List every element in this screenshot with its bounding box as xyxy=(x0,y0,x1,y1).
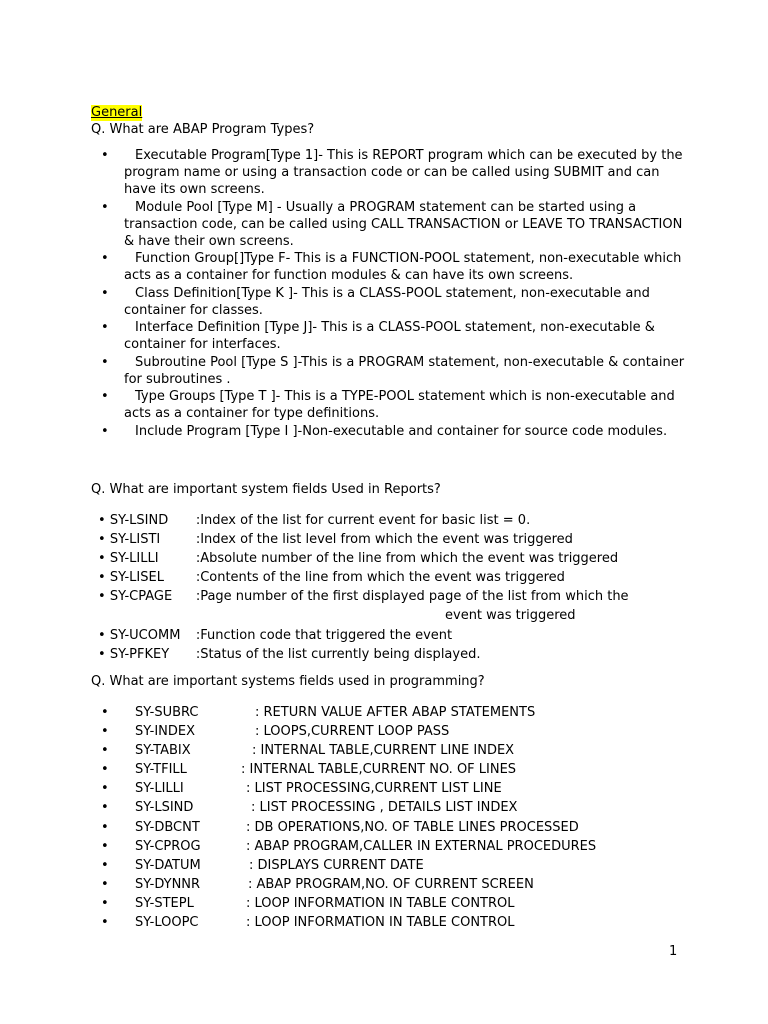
bullet-icon: • xyxy=(98,513,110,528)
programming-fields-list xyxy=(91,703,691,932)
list-item: • SY-CPROG : ABAP PROGRAM,CALLER IN EXTERNAL PROCEDURES xyxy=(91,837,691,856)
bullet-icon: • xyxy=(98,589,110,605)
list-item: • SY-DYNNR : ABAP PROGRAM,NO. OF CURRENT SCREEN xyxy=(91,875,691,894)
list-item: • SY-STEPL : LOOP INFORMATION IN TABLE CONTROL xyxy=(91,894,691,913)
bullet-icon: • xyxy=(101,743,109,759)
bullet-icon: • xyxy=(101,857,109,873)
bullet-icon: • xyxy=(101,838,109,854)
list-item: • Class Definition[Type K ]- This is a CLASS-POOL statement, non-executable and container for classes. xyxy=(101,285,650,318)
page-number: 1 xyxy=(669,944,678,959)
bullet-icon: • xyxy=(98,646,110,662)
bullet-icon: • xyxy=(101,915,109,931)
bullet-icon: • xyxy=(101,895,109,911)
list-item: • SY-TABIX : INTERNAL TABLE,CURRENT LINE INDEX xyxy=(91,741,691,760)
list-item: • Subroutine Pool [Type S ]-This is a PROGRAM statement, non-executable & container for subroutines . xyxy=(101,354,685,387)
bullet-icon: • xyxy=(101,781,109,797)
list-item: • Interface Definition [Type J]- This is a CLASS-POOL statement, non-executable & container for interfaces. xyxy=(101,320,655,352)
bullet-icon: • xyxy=(98,551,110,567)
bullet-icon: • xyxy=(101,876,109,892)
question-programming-fields: Q. What are important systems fields used in programming? xyxy=(91,674,485,689)
list-item: • Type Groups [Type T ]- This is a TYPE-POOL statement which is non-executable and acts as a container for type definitions. xyxy=(101,389,675,421)
bullet-icon: • xyxy=(98,570,110,586)
list-item: • SY-DATUM : DISPLAYS CURRENT DATE xyxy=(91,856,691,875)
report-fields-list xyxy=(98,511,698,664)
list-item: • SY-TFILL : INTERNAL TABLE,CURRENT NO. OF LINES xyxy=(91,760,691,779)
bullet-icon: • xyxy=(98,532,110,548)
bullet-icon: • xyxy=(101,705,109,720)
bullet-icon: • xyxy=(101,148,109,163)
bullet-icon: • xyxy=(101,199,109,215)
bullet-icon: • xyxy=(101,800,109,816)
bullet-icon: • xyxy=(101,762,109,778)
list-item: • Module Pool [Type M] - Usually a PROGRAM statement can be started using a transaction code, can be called using CALL TRANSACTION or LEAVE TO TRANSACTION & have their own screens. xyxy=(101,199,683,249)
list-item: • SY-LISTI :Index of the list level from which the event was triggered xyxy=(98,532,573,548)
list-item: • SY-CPAGE :Page number of the first displayed page of the list from which the event was triggered xyxy=(98,589,629,624)
list-item: • Include Program [Type I ]-Non-executable and container for source code modules. xyxy=(101,423,668,439)
list-item: • SY-INDEX : LOOPS,CURRENT LOOP PASS xyxy=(91,722,691,741)
question-program-types: Q. What are ABAP Program Types? xyxy=(91,122,315,137)
list-item: • SY-LSIND : LIST PROCESSING , DETAILS LIST INDEX xyxy=(91,798,691,817)
bullet-icon: • xyxy=(98,627,110,643)
list-item: • SY-LSIND :Index of the list for current event for basic list = 0. xyxy=(98,513,531,528)
list-item: • SY-LILLI :Absolute number of the line from which the event was triggered xyxy=(98,551,619,567)
section-heading: General xyxy=(91,105,143,120)
list-item: • SY-LILLI : LIST PROCESSING,CURRENT LIST LINE xyxy=(91,779,691,798)
bullet-icon: • xyxy=(101,285,109,301)
bullet-icon: • xyxy=(101,354,109,370)
list-item: • SY-PFKEY :Status of the list currently being displayed. xyxy=(98,646,481,662)
bullet-icon: • xyxy=(101,251,109,266)
list-item: • SY-LISEL :Contents of the line from which the event was triggered xyxy=(98,570,565,586)
list-item: • SY-LOOPC : LOOP INFORMATION IN TABLE CONTROL xyxy=(91,913,691,932)
list-item: • SY-SUBRC : RETURN VALUE AFTER ABAP STATEMENTS xyxy=(91,703,691,722)
bullet-icon: • xyxy=(101,389,109,404)
list-item: • SY-UCOMM :Function code that triggered the event xyxy=(98,627,453,643)
bullet-icon: • xyxy=(101,423,109,439)
list-item: • SY-DBCNT : DB OPERATIONS,NO. OF TABLE LINES PROCESSED xyxy=(91,818,691,837)
list-item: • Function Group[]Type F- This is a FUNCTION-POOL statement, non-executable which acts as a container for function modules & can have its own screens. xyxy=(101,251,682,283)
list-item: • Executable Program[Type 1]- This is REPORT program which can be executed by the program name or using a transaction code or can be called using SUBMIT and can have its own screens. xyxy=(101,148,683,197)
bullet-icon: • xyxy=(101,819,109,835)
question-report-fields: Q. What are important system fields Used in Reports? xyxy=(91,482,441,497)
bullet-icon: • xyxy=(101,320,109,335)
program-types-list xyxy=(91,147,691,440)
bullet-icon: • xyxy=(101,724,109,740)
